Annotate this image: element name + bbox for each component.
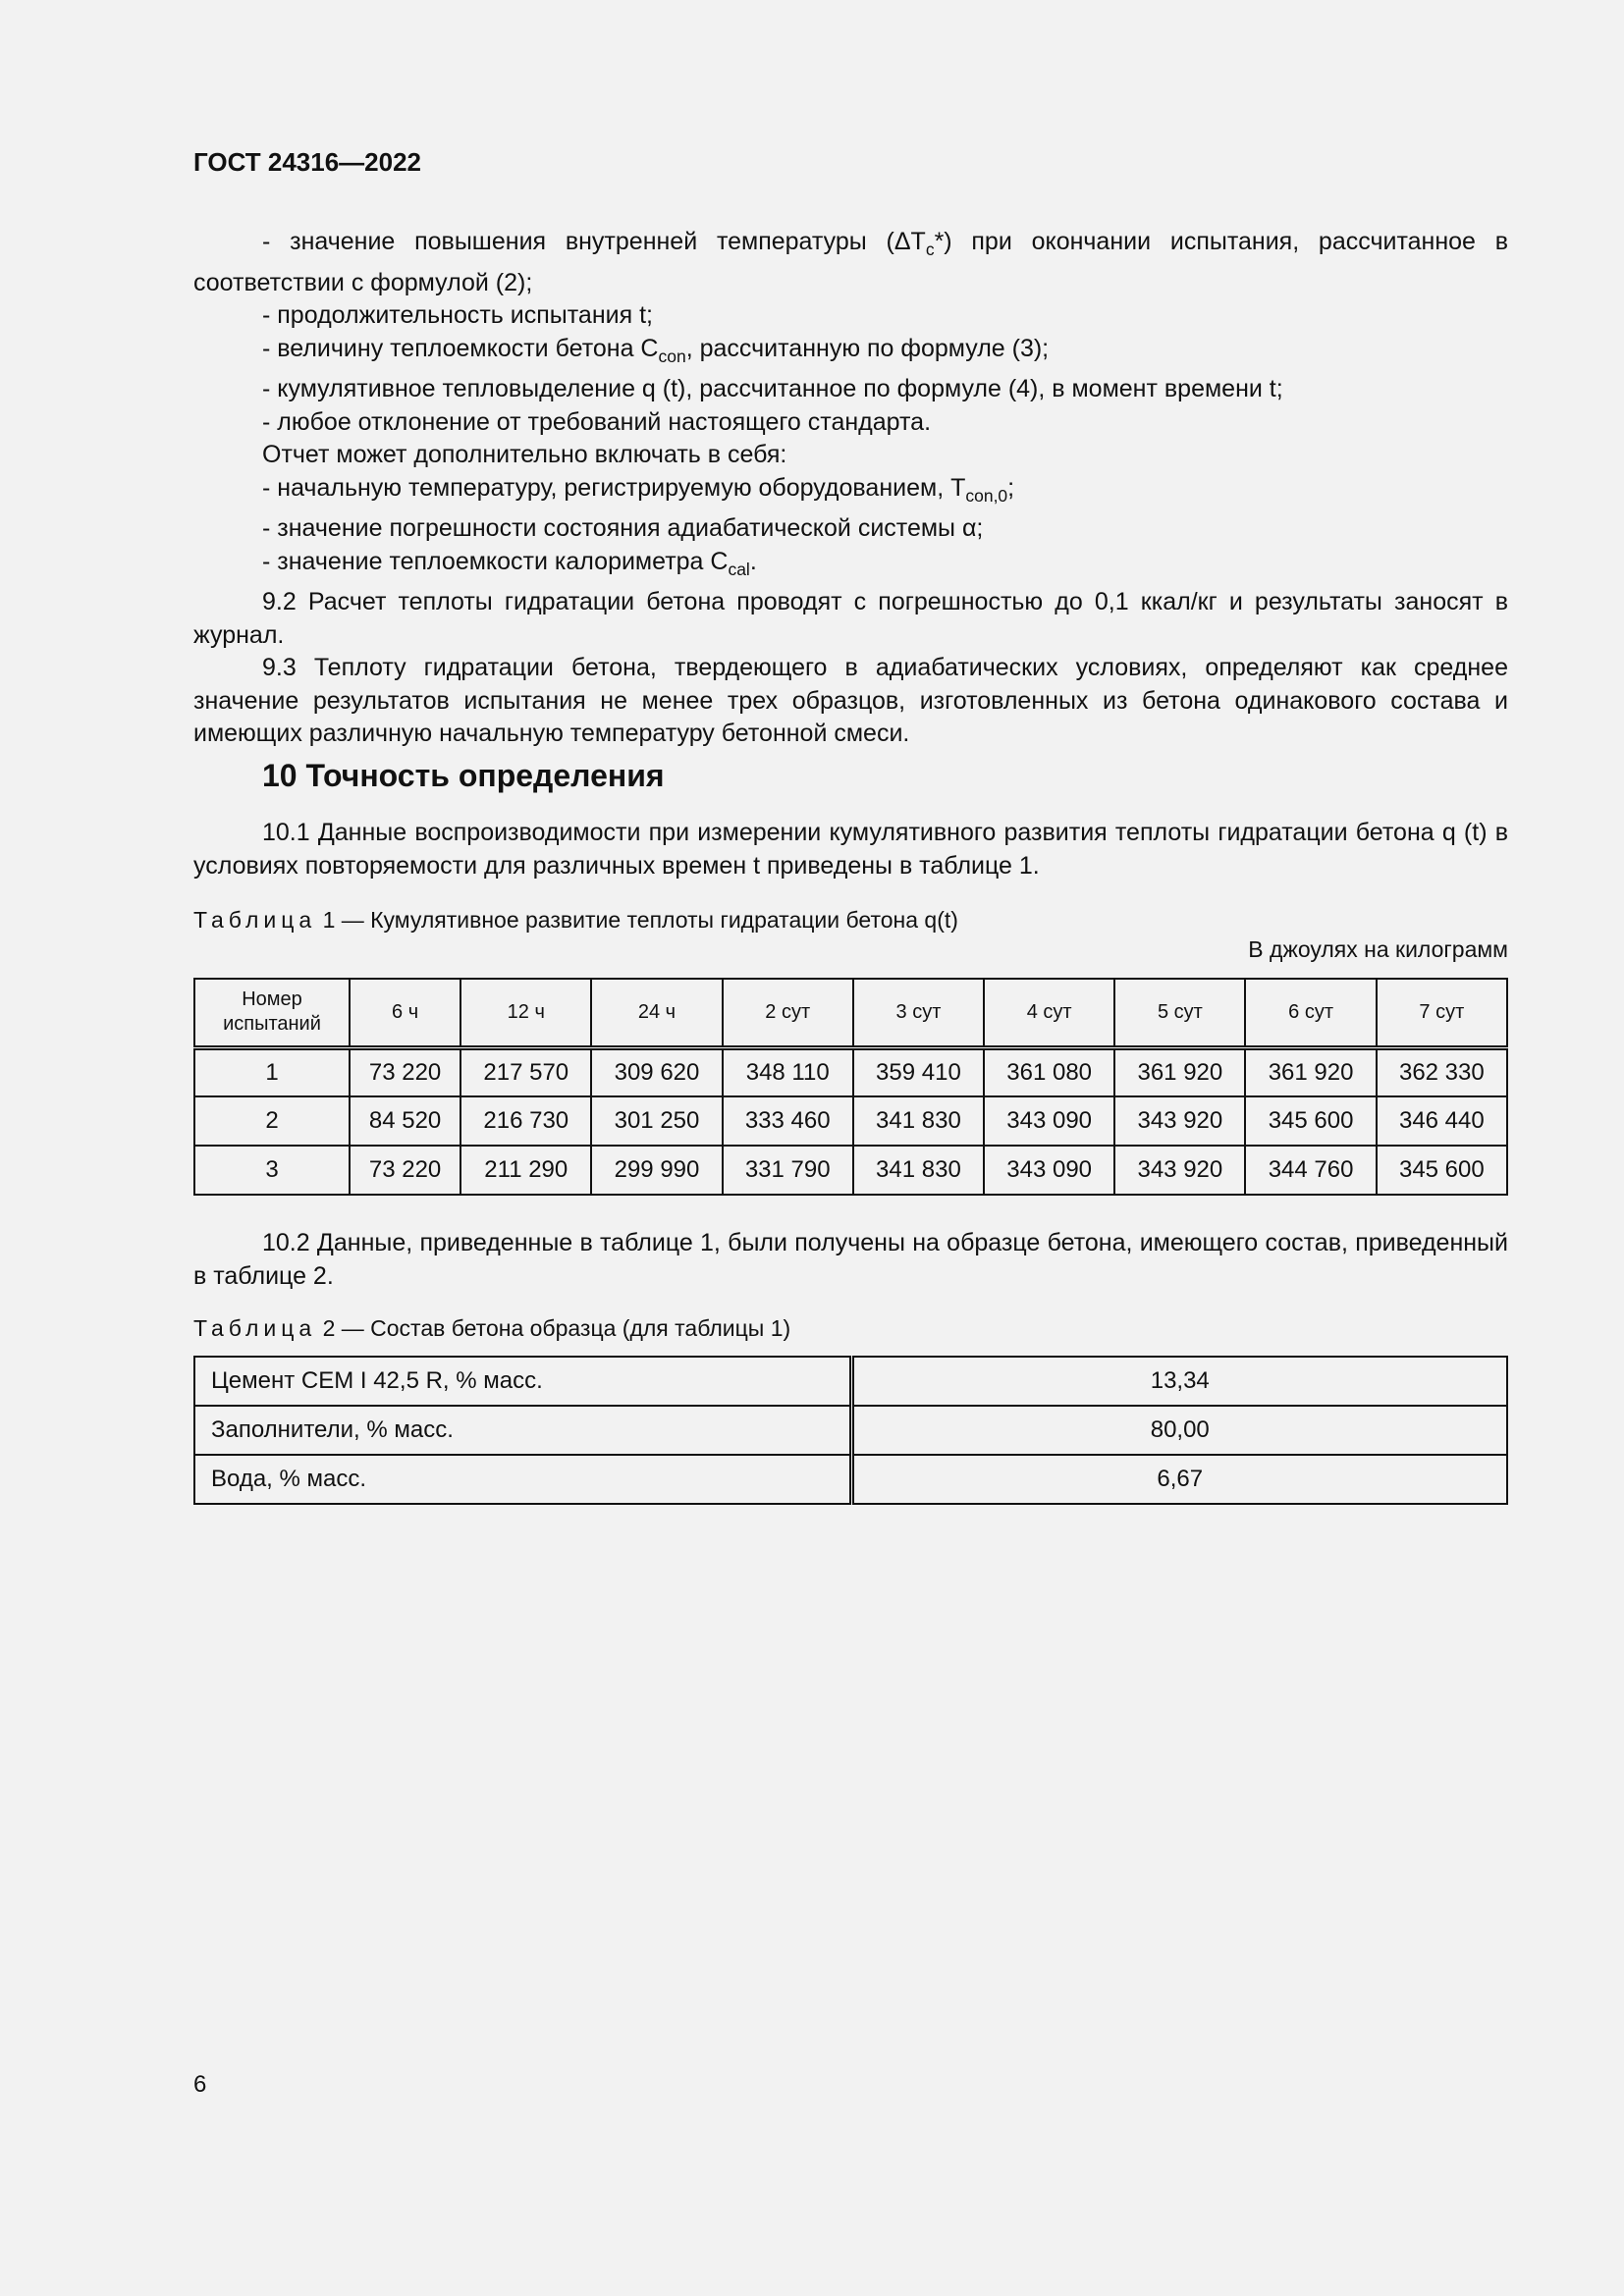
table-cell: 361 920 [1114,1047,1245,1096]
table-cell: 341 830 [853,1096,984,1146]
component-value: 6,67 [851,1455,1507,1504]
table-cell: 217 570 [460,1047,591,1096]
caption-word: Таблица [193,907,317,933]
column-header: 12 ч [460,979,591,1047]
column-header: Номер испытаний [194,979,350,1047]
document-header: ГОСТ 24316—2022 [193,147,421,177]
column-header: 7 сут [1377,979,1507,1047]
list-item: - любое отклонение от требований настоящего стандарта. [262,407,932,436]
caption-text: 1 — Кумулятивное развитие теплоты гидратации бетона q(t) [316,907,958,933]
table-cell: 359 410 [853,1047,984,1096]
subscript: c [925,240,935,259]
column-header: 2 сут [723,979,853,1047]
subscript: con,0 [965,485,1008,506]
table-cell: 361 920 [1245,1047,1376,1096]
table-cell: 331 790 [723,1146,853,1195]
list-item: - значение погрешности состояния адиабатической системы α; [262,514,984,542]
column-header: 6 сут [1245,979,1376,1047]
table-cell: 211 290 [460,1146,591,1195]
table-row [194,1406,1507,1455]
paragraph-9-3: 9.3 Теплоту гидратации бетона, твердеющего в адиабатических условиях, определяют как среднее значение результатов испытания не менее трех образцов, изготовленных из бетона одинакового состава и имеющих различную начальную температуру бетонной смеси. [193,654,1508,747]
table-row [194,1146,1507,1195]
column-header: 5 сут [1114,979,1245,1047]
component-name: Цемент CEM I 42,5 R, % масс. [194,1357,851,1406]
subscript: con [658,346,686,366]
text: - значение теплоемкости калориметра C [262,547,729,575]
table-cell: 299 990 [591,1146,722,1195]
table-cell: 344 760 [1245,1146,1376,1195]
table-cell: 362 330 [1377,1047,1507,1096]
table1-unit: В джоулях на килограмм [1248,936,1508,962]
list-item: Отчет может дополнительно включать в себя: [262,441,787,468]
table1 [193,978,1508,1196]
table-cell: 84 520 [350,1096,460,1146]
section-title: 10 Точность определения [262,758,665,793]
table-cell: 341 830 [853,1146,984,1195]
paragraph-9-2: 9.2 Расчет теплоты гидратации бетона проводят с погрешностью до 0,1 ккал/кг и результаты заносят в журнал. [193,588,1508,649]
page-number: 6 [193,2071,207,2098]
text: *) при окончании испытания, рассчитанное в соответствии с формулой (2); [193,228,1508,296]
table-cell: 301 250 [591,1096,722,1146]
table-cell: 343 920 [1114,1146,1245,1195]
table-cell: 345 600 [1377,1146,1507,1195]
table-cell: 309 620 [591,1047,722,1096]
table-cell: 348 110 [723,1047,853,1096]
table-cell: 73 220 [350,1047,460,1096]
table-row [194,1096,1507,1146]
column-header: 4 сут [984,979,1114,1047]
list-item: - продолжительность испытания t; [262,301,653,329]
component-name: Заполнители, % масс. [194,1406,851,1455]
paragraph-10-2: 10.2 Данные, приведенные в таблице 1, были получены на образце бетона, имеющего состав, приведенный в таблице 2. [193,1229,1508,1290]
column-header: 24 ч [591,979,722,1047]
list-item [193,226,1508,299]
table-cell: 216 730 [460,1096,591,1146]
table-cell: 2 [194,1096,350,1146]
table-cell: 1 [194,1047,350,1096]
paragraph-10-1: 10.1 Данные воспроизводимости при измерении кумулятивного развития теплоты гидратации бетона q (t) в условиях повторяемости для различных времен t приведены в таблице 1. [193,819,1508,880]
table2-caption [193,1315,1508,1342]
table2 [193,1356,1508,1505]
table-cell: 343 090 [984,1146,1114,1195]
table-cell: 333 460 [723,1096,853,1146]
list-item: - кумулятивное тепловыделение q (t), рассчитанное по формуле (4), в момент времени t; [262,375,1283,402]
list-item [193,546,1508,587]
list-item [193,472,1508,513]
table-cell: 345 600 [1245,1096,1376,1146]
table-cell: 343 090 [984,1096,1114,1146]
component-name: Вода, % масс. [194,1455,851,1504]
component-value: 13,34 [851,1357,1507,1406]
table1-caption [193,907,1508,934]
text: . [749,547,757,575]
subscript: cal [728,559,750,579]
column-header: 3 сут [853,979,984,1047]
text: - величину теплоемкости бетона C [262,334,659,362]
text: - значение повышения внутренней температуры (ΔT [262,228,926,255]
text: , рассчитанную по формуле (3); [685,334,1050,362]
table-cell: 73 220 [350,1146,460,1195]
text: ; [1007,473,1015,502]
column-header: 6 ч [350,979,460,1047]
component-value: 80,00 [851,1406,1507,1455]
table-cell: 361 080 [984,1047,1114,1096]
caption-word: Таблица [193,1315,317,1341]
text: - начальную температуру, регистрируемую оборудованием, T [262,473,966,502]
table-cell: 346 440 [1377,1096,1507,1146]
report-list [193,226,1508,751]
caption-text: 2 — Состав бетона образца (для таблицы 1) [316,1315,791,1341]
list-item [193,333,1508,374]
table-cell: 3 [194,1146,350,1195]
table-cell: 343 920 [1114,1096,1245,1146]
table-row [194,1047,1507,1096]
table-row [194,1357,1507,1406]
table-row [194,1455,1507,1504]
